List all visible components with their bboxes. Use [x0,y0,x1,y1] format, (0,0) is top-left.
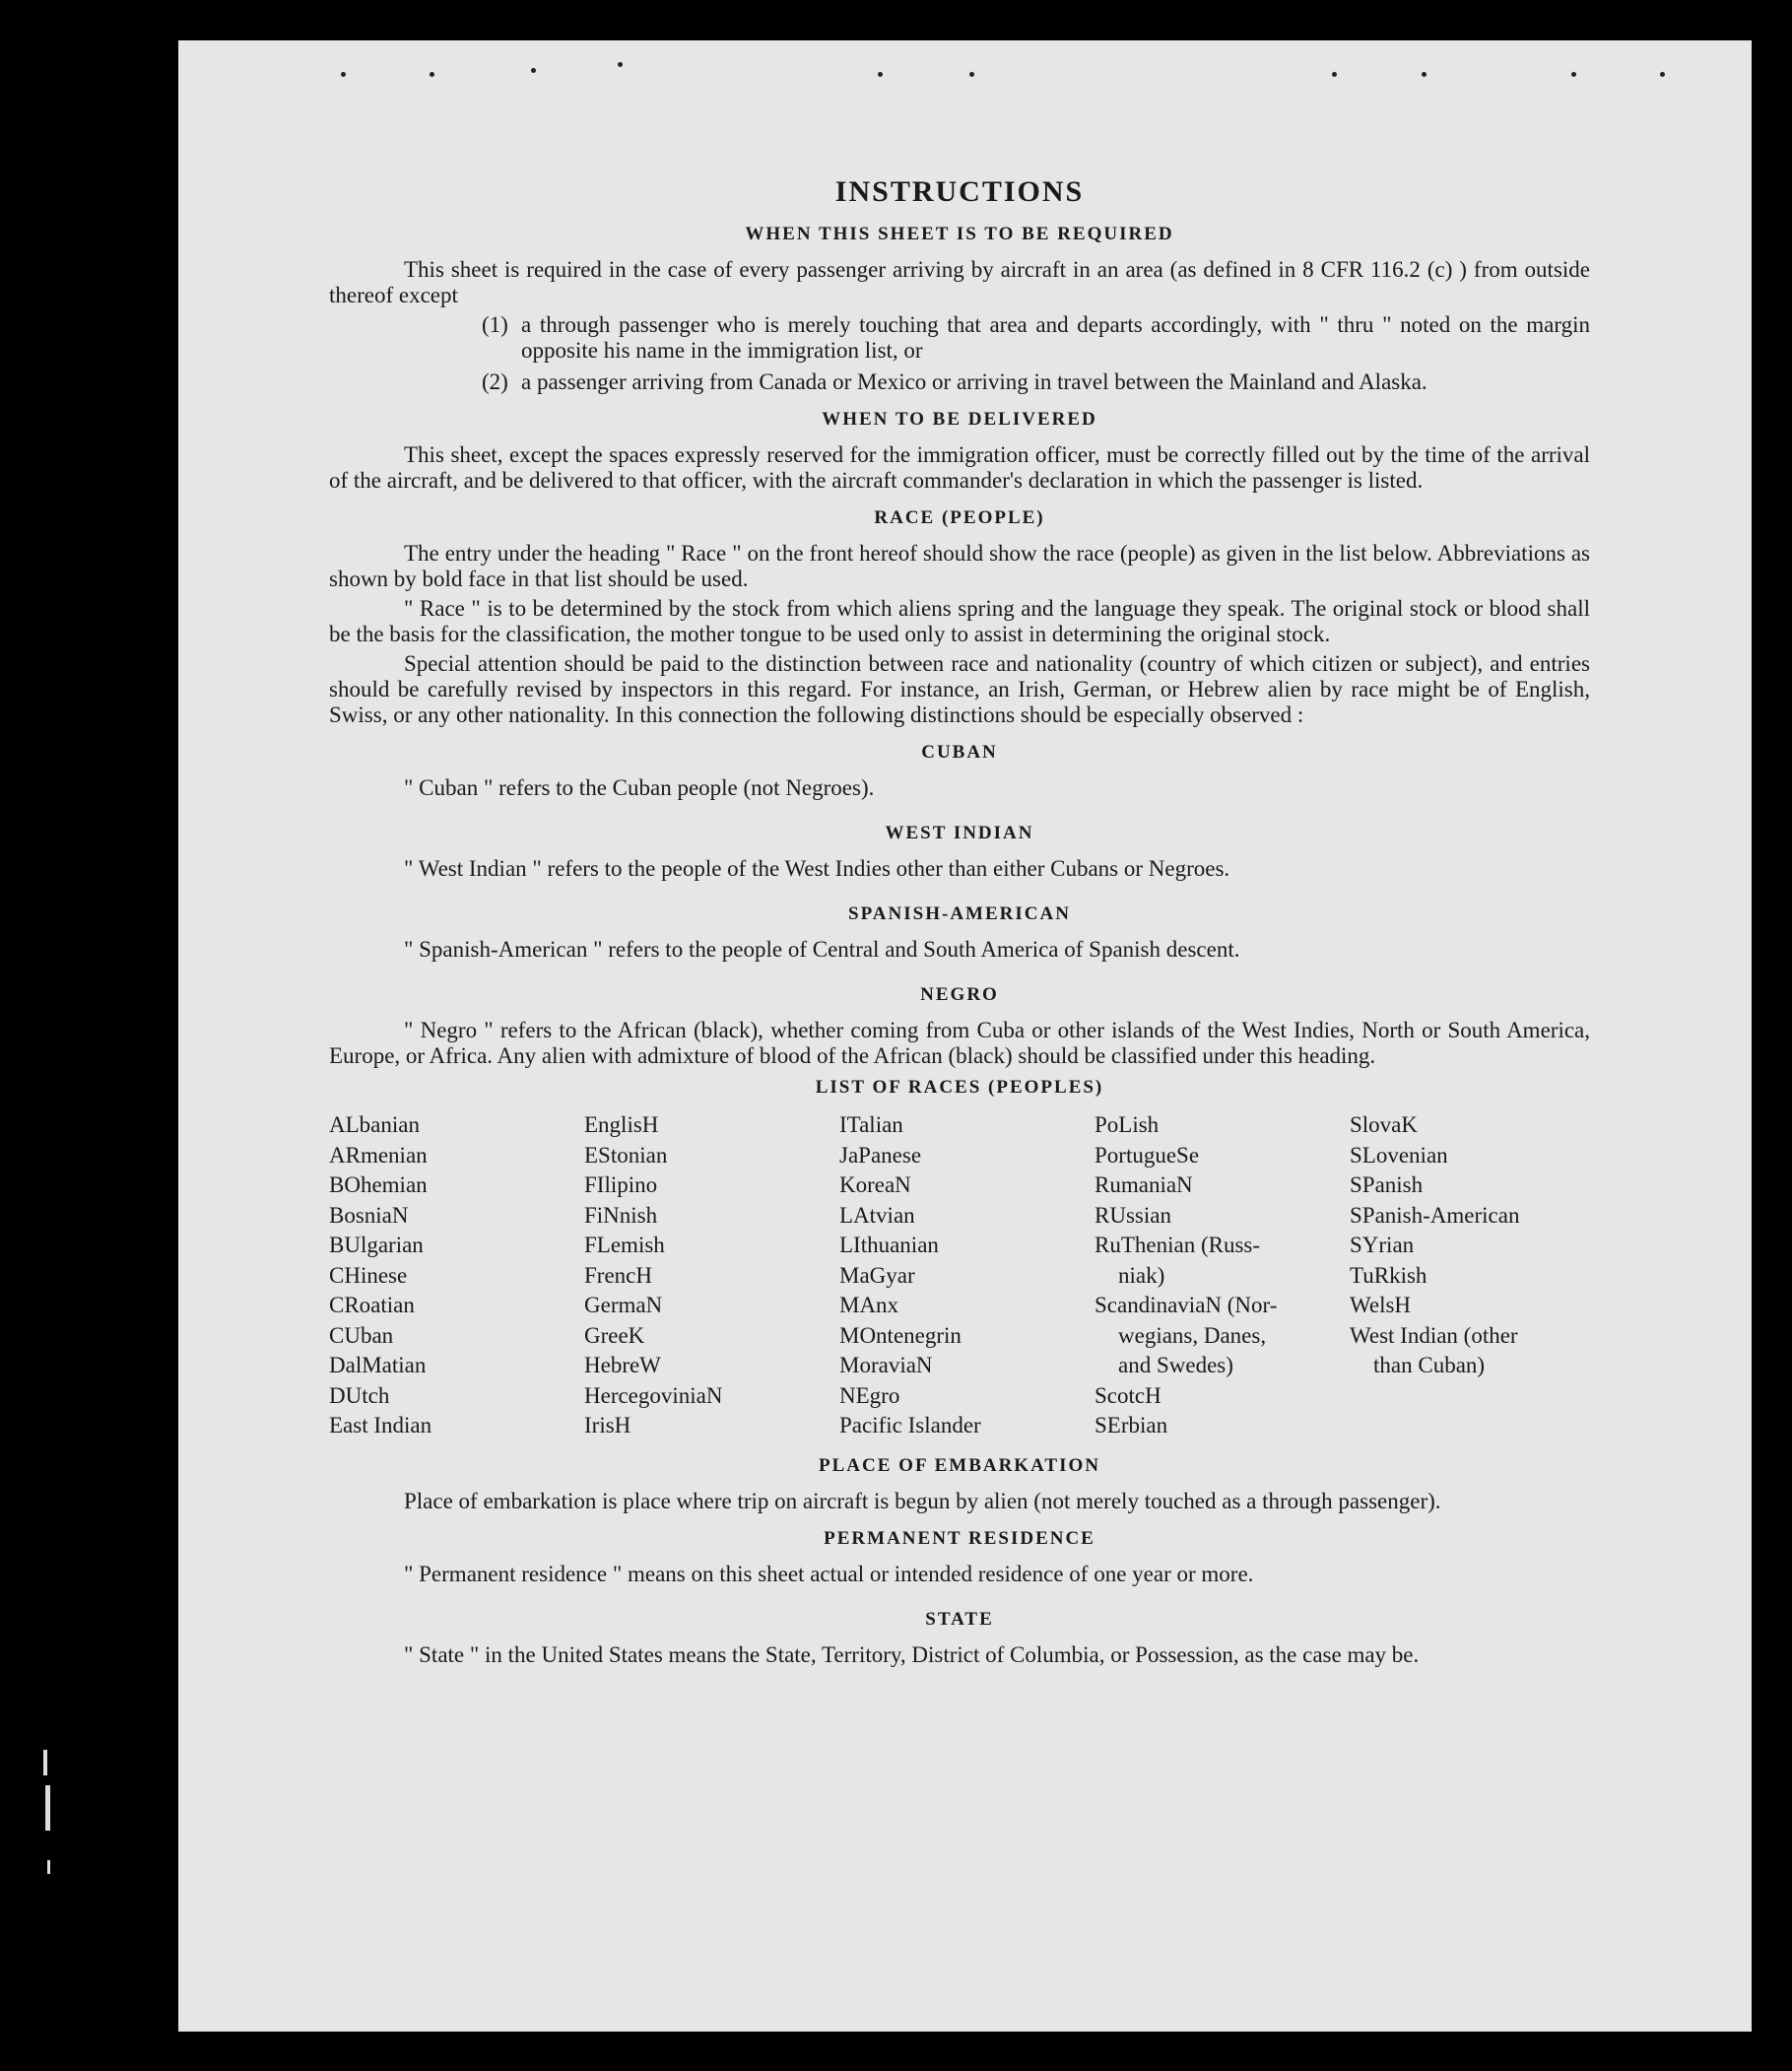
race-entry: East Indian [329,1413,432,1437]
heading-negro: NEGRO [920,984,999,1005]
race-entry: BUlgarian [329,1233,424,1257]
race-entry: TuRkish [1350,1262,1427,1288]
required-paragraph: This sheet is required in the case of every passenger arriving by aircraft in an area (as defined in 8 CFR 116.2 (c) ) from outside thereof except [329,257,1590,307]
race-entry: and Swedes) [1118,1353,1233,1377]
race-entry: SlovaK [1350,1112,1418,1137]
heading-embarkation: PLACE OF EMBARKATION [819,1454,1100,1476]
race-entry: ALbanian [329,1112,420,1137]
race-entry: BOhemian [329,1172,428,1197]
race-entry: ScandinaviaN (Nor- [1095,1293,1278,1317]
race-entry: SErbian [1095,1413,1168,1437]
race-entry: MoraviaN [839,1353,933,1377]
race-entry: wegians, Danes, [1118,1322,1267,1348]
race-entry: than Cuban) [1373,1353,1486,1377]
margin-mark [45,1785,50,1831]
race-entry: DalMatian [329,1353,427,1377]
race-entry: PoLish [1095,1112,1160,1137]
race-entry: GreeK [584,1322,645,1348]
exception-text: a through passenger who is merely touching that area and departs accordingly, with " thru " noted on the margin opposite his name in the immigration list, or [521,312,1590,363]
negro-text: " Negro " refers to the African (black), whether coming from Cuba or other islands of the West Indies, North or South America, Europe, or Africa. Any alien with admixture of blood of the African (black) should be classified under this heading. [329,1018,1590,1068]
race-entry: LIthuanian [839,1233,939,1257]
race-entry: DUtch [329,1382,390,1408]
page-title: INSTRUCTIONS [834,175,1085,208]
races-column [1350,1110,1590,1441]
exception-item-2 [482,369,1590,395]
race-entry: HebreW [584,1353,661,1377]
margin-mark [47,1860,50,1874]
exception-item-1 [482,312,1590,364]
race-entry: West Indian (other [1350,1322,1518,1348]
race-entry: PortugueSe [1095,1142,1200,1168]
heading-required: WHEN THIS SHEET IS TO BE REQUIRED [745,224,1174,244]
race-entry: SYrian [1350,1233,1415,1257]
spanish-american-text: " Spanish-American " refers to the people of Central and South America of Spanish descent. [404,937,1240,962]
race-entry: JaPanese [839,1142,922,1168]
west-indian-text: " West Indian " refers to the people of the West Indies other than either Cubans or Negroes. [404,856,1230,881]
exception-text: a passenger arriving from Canada or Mexico or arriving in travel between the Mainland and Alaska. [521,369,1427,394]
races-column [329,1110,569,1441]
race-entry: LAtvian [839,1202,915,1228]
race-paragraph-2: " Race " is to be determined by the stock from which aliens spring and the language they speak. The original stock or blood shall be the basis for the classification, the mother tongue to be used only to assist in determining the original stock. [329,596,1590,646]
race-entry: NEgro [839,1382,900,1408]
race-entry: KoreaN [839,1172,911,1197]
race-entry: CHinese [329,1262,408,1288]
race-entry: FiNnish [584,1202,658,1228]
race-entry: niak) [1118,1262,1165,1288]
race-entry: FrencH [584,1262,652,1288]
race-entry: CUban [329,1322,394,1348]
race-entry: IrisH [584,1413,631,1437]
race-entry: MAnx [839,1293,899,1317]
race-entry: RuThenian (Russ- [1095,1233,1261,1257]
document-page [178,40,1752,2032]
heading-cuban: CUBAN [921,742,998,763]
race-entry: Pacific Islander [839,1413,981,1437]
heading-spanish-american: SPANISH-AMERICAN [848,903,1071,924]
state-text: " State " in the United States means the State, Territory, District of Columbia, or Possession, as the case may be. [404,1641,1420,1667]
exception-number: (1) [482,312,508,337]
race-entry: GermaN [584,1293,663,1317]
race-entry: FIlipino [584,1172,658,1197]
punch-dots [178,72,1752,82]
race-entry: ARmenian [329,1142,428,1168]
cuban-text: " Cuban " refers to the Cuban people (not Negroes). [404,775,875,800]
races-column [1095,1110,1335,1441]
race-entry: HercegoviniaN [584,1382,723,1408]
heading-list-of-races: LIST OF RACES (PEOPLES) [815,1077,1104,1098]
delivered-paragraph: This sheet, except the spaces expressly reserved for the immigration officer, must be correctly filled out by the time of the arrival of the aircraft, and be delivered to that officer, with the aircraft commander's declaration in which the passenger is listed. [329,442,1590,493]
race-entry: MOntenegrin [839,1322,962,1348]
race-entry: SLovenian [1350,1142,1448,1168]
race-entry: ScotcH [1095,1382,1161,1408]
embarkation-text: Place of embarkation is place where trip on aircraft is begun by alien (not merely touched as a through passenger). [404,1488,1441,1513]
race-entry: BosniaN [329,1202,409,1228]
residence-text: " Permanent residence " means on this sheet actual or intended residence of one year or more. [404,1561,1254,1586]
heading-state: STATE [925,1608,994,1630]
race-paragraph-1: The entry under the heading " Race " on the front hereof should show the race (people) as given in the list below. Abbreviations as shown by bold face in that list should be used. [329,541,1590,591]
races-list [329,1110,1590,1441]
race-entry: SPanish-American [1350,1202,1520,1228]
races-column [839,1110,1080,1441]
heading-residence: PERMANENT RESIDENCE [824,1527,1095,1549]
race-entry: EnglisH [584,1112,659,1137]
race-paragraph-3: Special attention should be paid to the distinction between race and nationality (country of which citizen or subject), and entries should be carefully revised by inspectors in this regard. For instance, an Irish, German, or Hebrew alien by race might be of English, Swiss, or any other nationality. In this connection the following distinctions should be especially observed : [329,651,1590,727]
heading-delivered: WHEN TO BE DELIVERED [822,409,1097,430]
margin-mark [43,1750,47,1775]
race-entry: MaGyar [839,1262,915,1288]
race-entry: FLemish [584,1233,665,1257]
heading-west-indian: WEST INDIAN [885,823,1034,843]
races-column [584,1110,825,1441]
race-entry: CRoatian [329,1293,415,1317]
exception-number: (2) [482,369,508,394]
race-entry: WelsH [1350,1293,1412,1317]
race-entry: RUssian [1095,1202,1171,1228]
race-entry: RumaniaN [1095,1172,1193,1197]
heading-race: RACE (PEOPLE) [874,507,1045,528]
race-entry: EStonian [584,1142,668,1168]
race-entry: SPanish [1350,1172,1424,1197]
race-entry: ITalian [839,1112,903,1137]
